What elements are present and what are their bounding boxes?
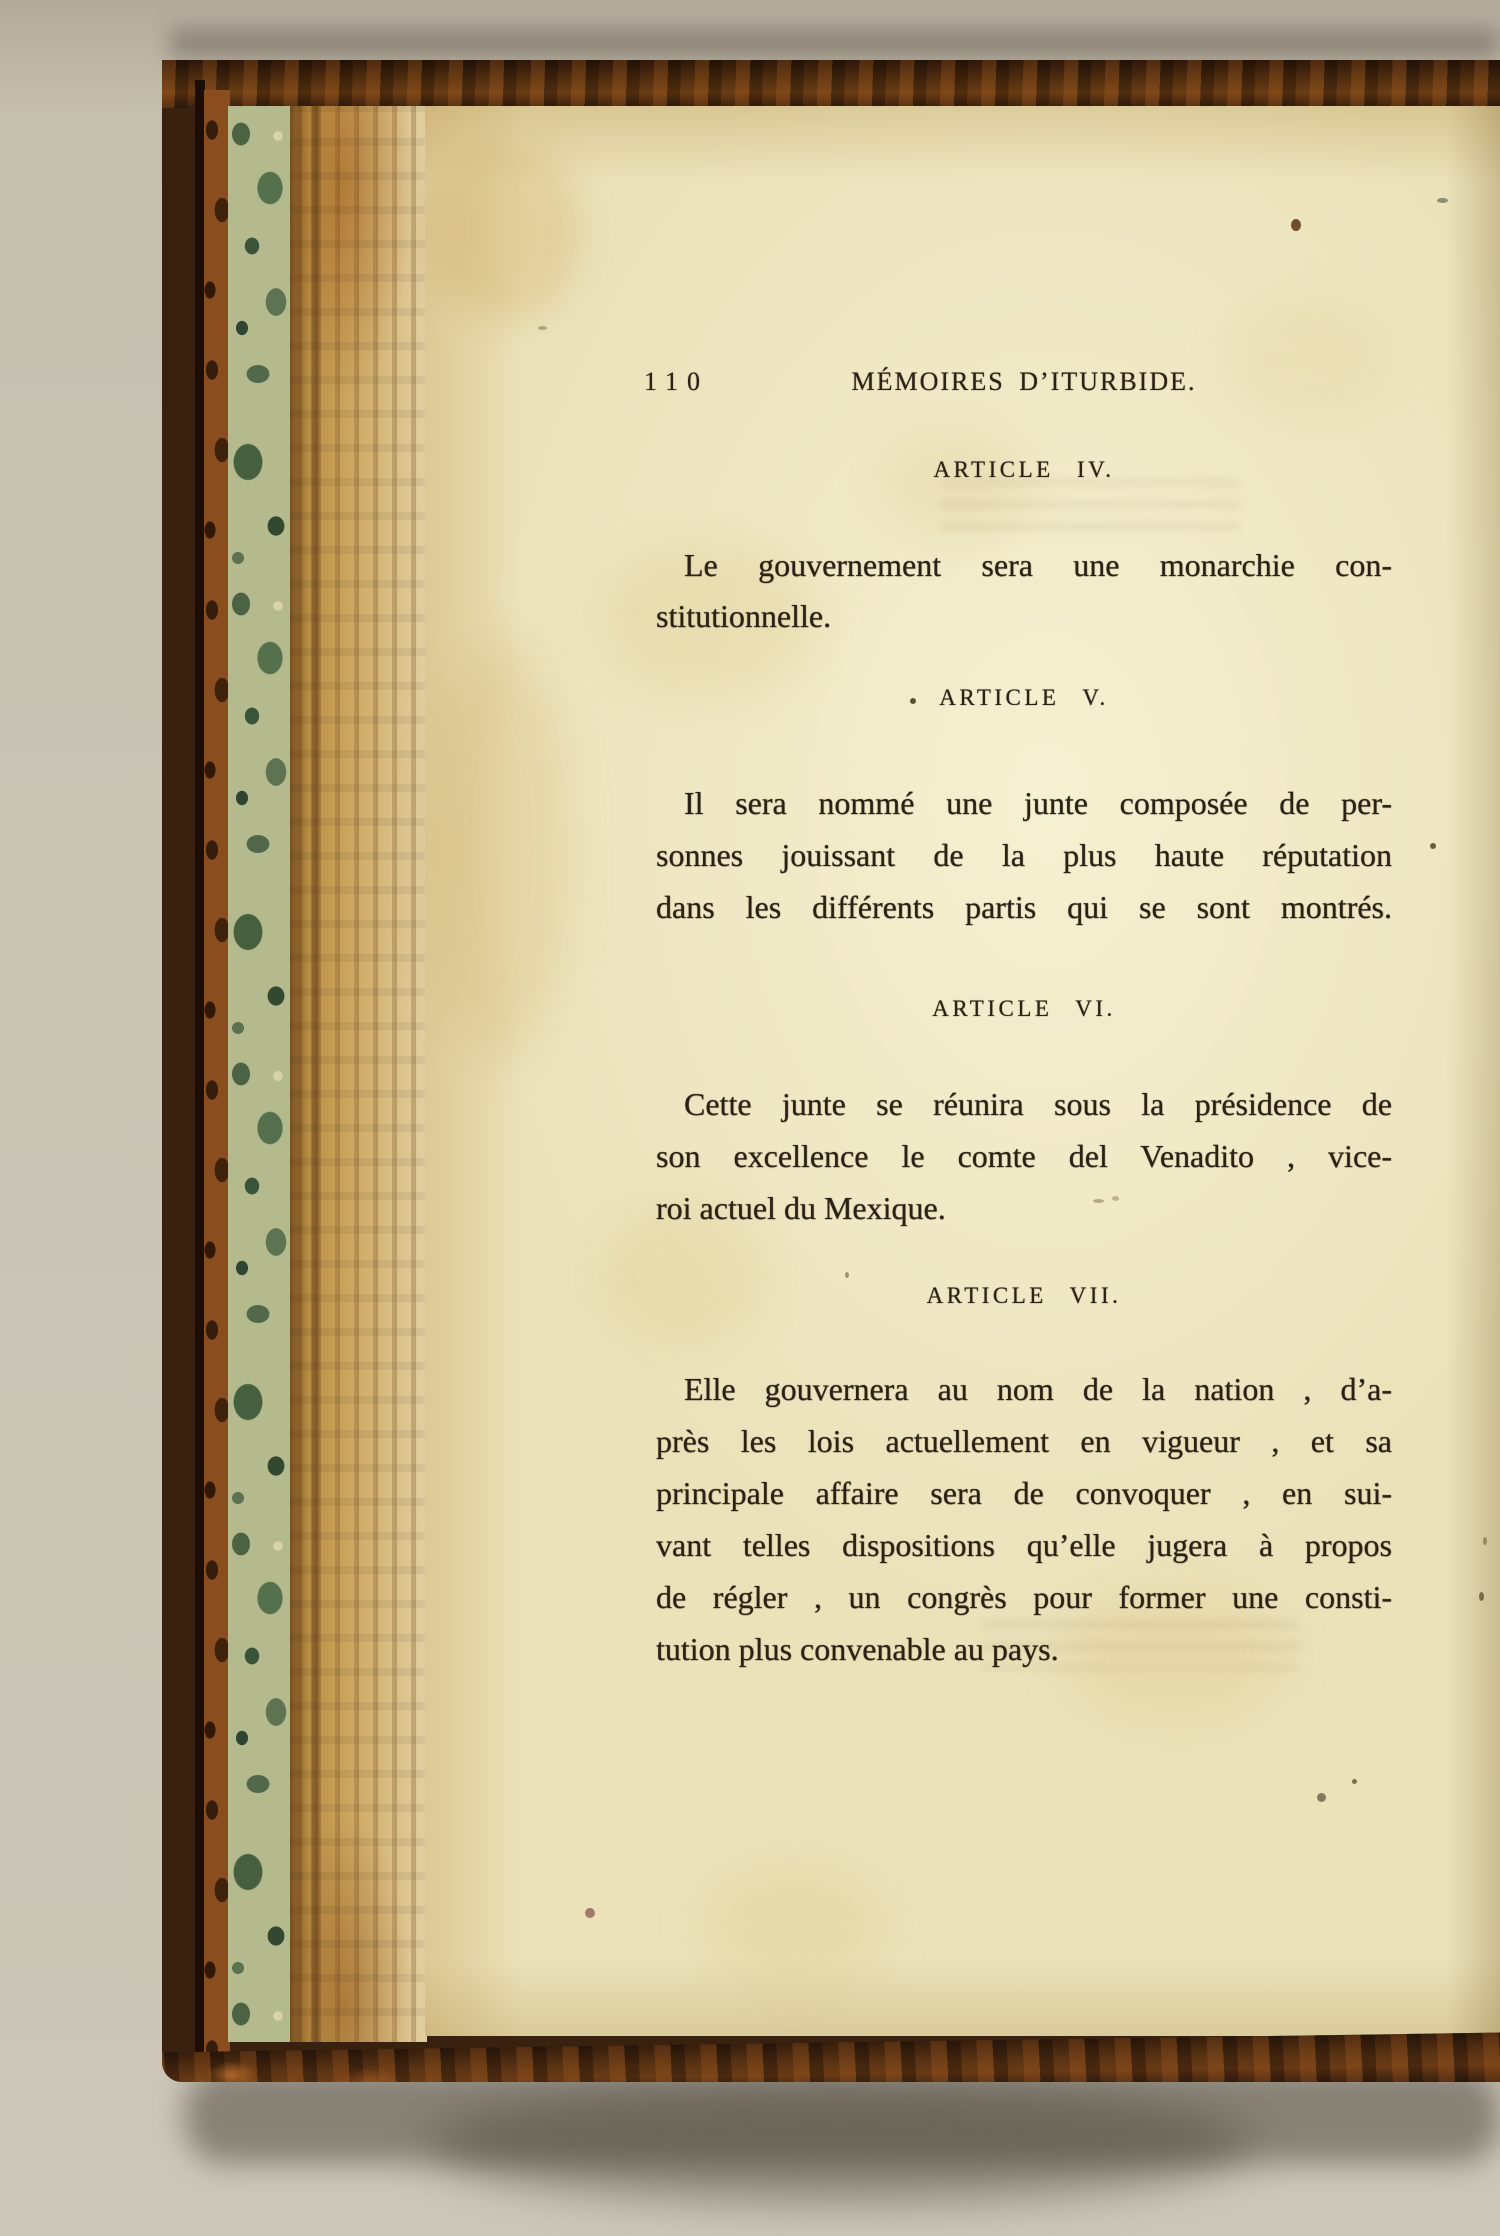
body-line: principale affaire sera de convoquer , en sui- — [656, 1475, 1392, 1511]
paper-speck — [538, 326, 547, 330]
body-line: Elle gouvernera au nom de la nation , d’a- — [684, 1371, 1392, 1407]
body-line: vant telles dispositions qu’elle jugera à propos — [656, 1527, 1392, 1563]
paper-speck — [1437, 198, 1448, 203]
paper-speck — [1430, 843, 1436, 849]
article-vi-heading: ARTICLE VI. — [932, 996, 1116, 1021]
body-line: Le gouvernement sera une monarchie con- — [684, 547, 1392, 583]
body-line: dans les différents partis qui se sont montrés. — [656, 889, 1392, 925]
body-line: Il sera nommé une junte composée de per- — [684, 785, 1392, 821]
paper-speck — [1483, 1537, 1487, 1545]
edge-stain — [430, 140, 580, 320]
body-line: roi actuel du Mexique. — [656, 1190, 946, 1226]
body-line: Cette junte se réunira sous la présidence de — [684, 1086, 1392, 1122]
printed-text-block — [644, 0, 1392, 2236]
paper-speck — [1479, 1592, 1484, 1601]
marbled-fore-edge — [228, 106, 290, 2042]
body-line: près les lois actuellement en vigueur , et sa — [656, 1423, 1392, 1459]
running-title: MÉMOIRES D’ITURBIDE. — [851, 367, 1197, 396]
body-line: sonnes jouissant de la plus haute réputation — [656, 837, 1392, 873]
body-line: son excellence le comte del Venadito , vice- — [656, 1138, 1392, 1174]
article-v-heading: ARTICLE V. — [939, 685, 1109, 710]
paper-speck — [585, 1908, 595, 1918]
body-line: stitutionnelle. — [656, 598, 832, 634]
body-line: tution plus convenable au pays. — [656, 1631, 1059, 1667]
article-iv-heading: ARTICLE IV. — [933, 457, 1115, 482]
edge-stain — [430, 640, 570, 1060]
page-edges-stack — [290, 106, 427, 2042]
article-vii-heading: ARTICLE VII. — [926, 1283, 1122, 1308]
page-header — [644, 360, 1392, 404]
leather-cover-left-edge — [204, 90, 230, 2052]
body-line: de régler , un congrès pour former une consti- — [656, 1579, 1392, 1615]
page-number: 110 — [644, 367, 710, 396]
